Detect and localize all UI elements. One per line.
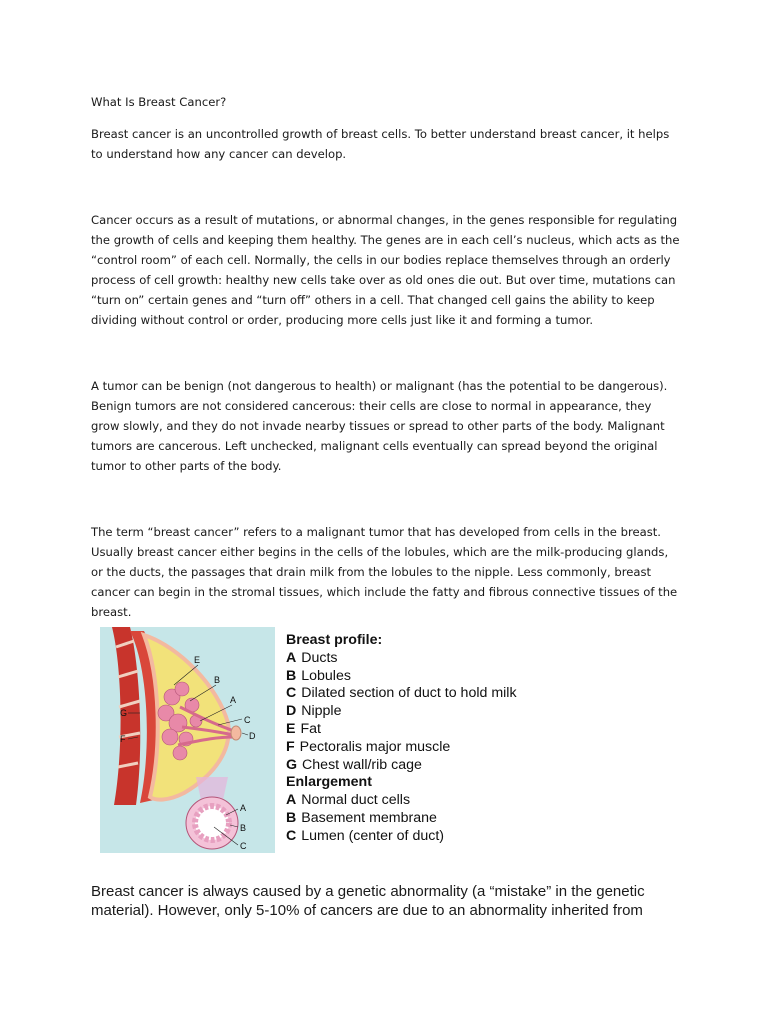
- legend-item: C Lumen (center of duct): [286, 827, 444, 844]
- enlargement-label-letters: [240, 803, 247, 851]
- page-title: What Is Breast Cancer?: [91, 95, 227, 109]
- legend-item: A Ducts: [286, 649, 338, 666]
- paragraph-genetic-cause: Breast cancer is always caused by a genetic abnormality (a “mistake” in the genetic material). However, only 5-10% of cancers are due to an abnormality inherited from: [91, 883, 645, 919]
- label-a: A: [230, 695, 237, 705]
- label-enlargement-c: C: [240, 841, 247, 851]
- label-enlargement-a: A: [240, 803, 247, 813]
- legend-item: G Chest wall/rib cage: [286, 756, 422, 773]
- paragraph-breast-cancer-origin: The term “breast cancer” refers to a malignant tumor that has developed from cells in the breast. Usually breast cancer either begins in the cells of the lobules, which are the milk-producing glands, or the ducts, the passages that drain milk from the lobules to the nipple. Less commonly, breast cancer can begin in the stromal tissues, which include the fatty and fibrous connective tissues of the breast.: [91, 525, 678, 619]
- fat-tissue-shape: [144, 635, 229, 800]
- label-enlargement-b: B: [240, 823, 247, 833]
- label-g: G: [120, 708, 128, 718]
- duct-cell-ring: [195, 806, 229, 840]
- label-d: D: [249, 731, 256, 741]
- legend-item: E Fat: [286, 720, 321, 737]
- legend-profile-title: Breast profile:: [286, 632, 383, 648]
- legend-item: D Nipple: [286, 703, 342, 720]
- legend-item: B Lobules: [286, 667, 351, 684]
- anatomy-drawing: [100, 627, 275, 853]
- legend-enlargement-title: Enlargement: [286, 774, 372, 791]
- label-e: E: [194, 655, 201, 665]
- label-c: C: [244, 715, 251, 725]
- label-f: F: [120, 734, 126, 744]
- figure-legend: [286, 632, 606, 846]
- breast-anatomy-illustration: [100, 627, 275, 853]
- paragraph-intro: Breast cancer is an uncontrolled growth of breast cells. To better understand breast cancer, it helps to understand how any cancer can develop.: [91, 127, 670, 161]
- paragraph-mutations: Cancer occurs as a result of mutations, or abnormal changes, in the genes responsible for regulating the growth of cells and keeping them healthy. The genes are in each cell’s nucleus, which acts as the “control room” of each cell. Normally, the cells in our bodies replace themselves through an orderly process of cell growth: healthy new cells take over as old ones die out. But over time, mutations can “turn on” certain genes and “turn off” others in a cell. That changed cell gains the ability to keep dividing without control or order, producing more cells just like it and forming a tumor.: [91, 213, 680, 327]
- paragraph-tumor-types: A tumor can be benign (not dangerous to health) or malignant (has the potential to be dangerous). Benign tumors are not considered cancerous: their cells are close to normal in appearance, they grow slowly, and they do not invade nearby tissues or spread to other parts of the body. Malignant tumors are cancerous. Left unchecked, malignant cells eventually can spread beyond the original tumor to other parts of the body.: [91, 379, 668, 473]
- label-b: B: [214, 675, 221, 685]
- legend-item: A Normal duct cells: [286, 792, 411, 809]
- legend-item: B Basement membrane: [286, 809, 437, 826]
- legend-item: F Pectoralis major muscle: [286, 738, 451, 755]
- legend-item: C Dilated section of duct to hold milk: [286, 685, 517, 702]
- nipple-shape: [231, 726, 241, 740]
